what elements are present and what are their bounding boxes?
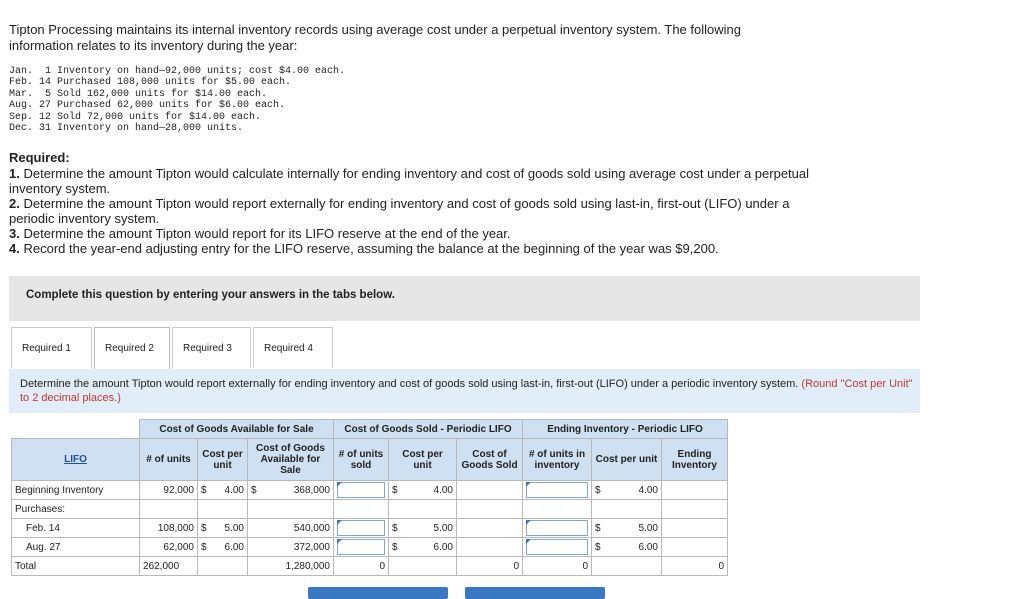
col-ei-cost-per-unit: Cost per unit bbox=[592, 439, 662, 481]
cogs-total: 0 bbox=[457, 557, 523, 576]
ei-cost-cell: $ 5.00 bbox=[592, 519, 662, 538]
total-cell: 540,000 bbox=[248, 519, 334, 538]
transaction-line: Aug. 27 Purchased 62,000 units for $6.00 each. bbox=[9, 100, 286, 112]
lifo-table bbox=[11, 419, 728, 576]
units-inventory-input[interactable] bbox=[523, 481, 592, 500]
cost-cell: $ 6.00 bbox=[198, 538, 248, 557]
ei-cell bbox=[662, 481, 728, 500]
group-header-cogs: Cost of Goods Sold - Periodic LIFO bbox=[334, 420, 523, 439]
row-label: Total bbox=[12, 557, 140, 576]
cogs-cost-cell: $ 6.00 bbox=[389, 538, 457, 557]
col-cost-available: Cost of Goods Available for Sale bbox=[248, 439, 334, 481]
transaction-line: Mar. 5 Sold 162,000 units for $14.00 each. bbox=[9, 88, 268, 100]
transaction-line: Feb. 14 Purchased 108,000 units for $5.00 each. bbox=[9, 77, 292, 89]
total-cell: 1,280,000 bbox=[248, 557, 334, 576]
units-inventory-total: 0 bbox=[523, 557, 592, 576]
table-row bbox=[12, 519, 728, 538]
transactions-list bbox=[9, 66, 345, 134]
units-sold-input[interactable] bbox=[334, 481, 389, 500]
requirement-item: 4. Record the year-end adjusting entry for the LIFO reserve, assuming the balance at the beginning of the year was $9,200. bbox=[9, 241, 719, 256]
transaction-line: Sep. 12 Sold 72,000 units for $14.00 each. bbox=[9, 111, 262, 123]
ei-total: 0 bbox=[662, 557, 728, 576]
group-header-available: Cost of Goods Available for Sale bbox=[140, 420, 334, 439]
units-inventory-input[interactable] bbox=[523, 538, 592, 557]
col-cogs: Cost of Goods Sold bbox=[457, 439, 523, 481]
total-cell: $ 368,000 bbox=[248, 481, 334, 500]
transaction-line: Jan. 1 Inventory on hand—92,000 units; cost $4.00 each. bbox=[9, 66, 346, 77]
table-row bbox=[12, 538, 728, 557]
cost-cell: $ 4.00 bbox=[198, 481, 248, 500]
cost-cell: $ 5.00 bbox=[198, 519, 248, 538]
instruction-panel bbox=[9, 369, 920, 413]
complete-instruction: Complete this question by entering your answers in the tabs below. bbox=[9, 276, 920, 321]
intro-text: Tipton Processing maintains its internal inventory records using average cost under a perpetual inventory system. The following information relates to its inventory during the year: bbox=[9, 22, 741, 53]
row-label: Feb. 14 bbox=[12, 519, 140, 538]
tab-bar bbox=[11, 327, 335, 369]
row-label: Aug. 27 bbox=[12, 538, 140, 557]
units-sold-total: 0 bbox=[334, 557, 389, 576]
cogs-cell bbox=[457, 481, 523, 500]
table-row bbox=[12, 557, 728, 576]
col-units-sold: # of units sold bbox=[334, 439, 389, 481]
col-cogs-cost-per-unit: Cost per unit bbox=[389, 439, 457, 481]
cogs-cost-cell: $ 5.00 bbox=[389, 519, 457, 538]
transaction-line: Dec. 31 Inventory on hand—28,000 units. bbox=[9, 123, 244, 135]
requirement-item: 2. Determine the amount Tipton would report externally for ending inventory and cost of goods sold using last-in, first-out (LIFO) under a periodic inventory system. bbox=[9, 196, 790, 226]
group-header-ending: Ending Inventory - Periodic LIFO bbox=[523, 420, 728, 439]
units-cell: 62,000 bbox=[140, 538, 198, 557]
col-cost-per-unit: Cost per unit bbox=[198, 439, 248, 481]
lifo-label: LIFO bbox=[12, 439, 140, 481]
ei-cost-cell: $ 6.00 bbox=[592, 538, 662, 557]
tab-required-4[interactable]: Required 4 bbox=[253, 327, 333, 368]
rounding-note: (Round "Cost per Unit" to 2 decimal places.) bbox=[20, 378, 913, 404]
units-cell: 92,000 bbox=[140, 481, 198, 500]
units-cell: 262,000 bbox=[140, 557, 198, 576]
units-sold-input[interactable] bbox=[334, 519, 389, 538]
instruction-text: Determine the amount Tipton would report externally for ending inventory and cost of goods sold using last-in, first-out (LIFO) under a periodic inventory system. bbox=[20, 378, 799, 390]
row-label: Beginning Inventory bbox=[12, 481, 140, 500]
cogs-cell bbox=[457, 519, 523, 538]
requirements-list bbox=[9, 166, 809, 256]
requirement-item: 3. Determine the amount Tipton would report for its LIFO reserve at the end of the year. bbox=[9, 226, 511, 241]
ei-cell bbox=[662, 538, 728, 557]
col-ending-inventory: Ending Inventory bbox=[662, 439, 728, 481]
col-units-inventory: # of units in inventory bbox=[523, 439, 592, 481]
ei-cost-cell: $ 4.00 bbox=[592, 481, 662, 500]
table-row bbox=[12, 481, 728, 500]
units-inventory-input[interactable] bbox=[523, 519, 592, 538]
tab-required-2[interactable]: Required 2 bbox=[94, 327, 170, 370]
cogs-cost-cell: $ 4.00 bbox=[389, 481, 457, 500]
next-button[interactable] bbox=[465, 587, 605, 599]
cogs-cell bbox=[457, 538, 523, 557]
row-label: Purchases: bbox=[12, 500, 140, 519]
table-row bbox=[12, 500, 728, 519]
tab-required-3[interactable]: Required 3 bbox=[172, 327, 251, 368]
tab-required-1[interactable]: Required 1 bbox=[11, 327, 92, 368]
col-units: # of units bbox=[140, 439, 198, 481]
units-sold-input[interactable] bbox=[334, 538, 389, 557]
prev-button[interactable] bbox=[308, 587, 448, 599]
requirement-item: 1. Determine the amount Tipton would calculate internally for ending inventory and cost of goods sold using average cost under a perpetual inventory system. bbox=[9, 166, 810, 196]
total-cell: 372,000 bbox=[248, 538, 334, 557]
ei-cell bbox=[662, 519, 728, 538]
required-heading: Required: bbox=[9, 150, 70, 165]
units-cell: 108,000 bbox=[140, 519, 198, 538]
